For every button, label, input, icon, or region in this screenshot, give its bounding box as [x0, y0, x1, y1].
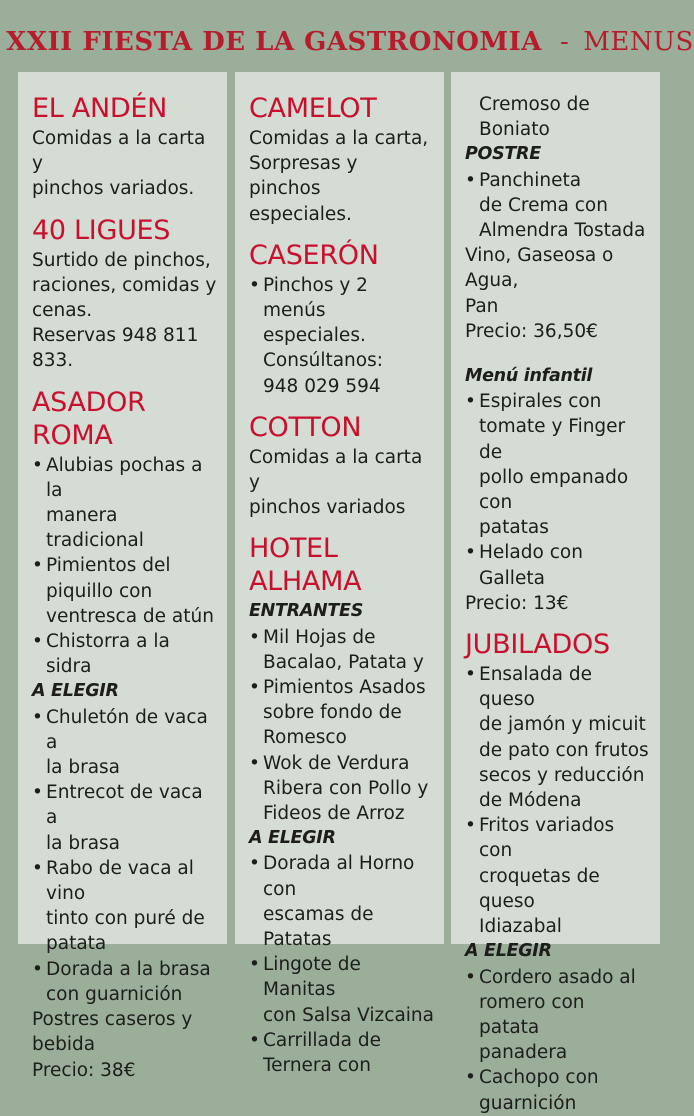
menu-item-line: la brasa — [46, 832, 121, 854]
menu-item-line: piquillo con — [46, 580, 153, 602]
menu-infantil-label: Menú infantil — [465, 366, 593, 387]
spacer — [465, 616, 650, 628]
menu-infantil-price-line: Precio: 13€ — [465, 592, 569, 614]
restaurant-name-hotel-alhama: HOTEL ALHAMA — [249, 533, 362, 598]
menu-item-line: • Chuletón de vaca a — [46, 706, 208, 753]
header-title: XXII FIESTA DE LA GASTRONOMIA — [6, 27, 542, 57]
menu-item-line: Bacalao, Patata y — [263, 651, 424, 673]
hotel-alhama-desserts — [465, 168, 650, 244]
menu-item-line: patatas — [479, 517, 549, 539]
40-ligues-description-line: cenas. — [32, 300, 93, 322]
asador-roma-footer — [32, 1007, 217, 1083]
spacer — [32, 202, 217, 214]
menu-item-line: • Pimientos del — [46, 555, 171, 577]
jubilados-starters — [465, 662, 650, 939]
menu-item — [32, 856, 217, 957]
hotel-alhama-footer-line: Precio: 36,50€ — [465, 320, 598, 342]
hotel-alhama-mains — [249, 851, 434, 1078]
menu-item — [32, 553, 217, 629]
menu-item — [32, 453, 217, 554]
menu-item-line: secos y reducción — [479, 764, 645, 786]
cotton-description-line: pinchos variados — [249, 497, 406, 519]
hotel-alhama-a-elegir: A ELEGIR — [249, 828, 336, 849]
menu-item-line: • Ensalada de queso — [479, 664, 592, 711]
header-section: MENUS — [583, 27, 694, 57]
continued-item: Cremoso de Boniato — [479, 94, 590, 141]
el-anden-description-line: Comidas a la carta y — [32, 128, 206, 175]
menu-item-line: • Wok de Verdura — [263, 752, 410, 774]
menu-item-line: la brasa — [46, 757, 121, 779]
camelot-description — [249, 126, 434, 227]
el-anden-description — [32, 126, 217, 202]
menu-item-line: • Cachopo con — [479, 1067, 599, 1089]
menu-item-line: • Lingote de Manitas — [263, 954, 361, 1001]
menu-item — [465, 540, 650, 590]
menu-item — [249, 675, 434, 751]
hotel-alhama-entrantes: ENTRANTES — [249, 601, 363, 622]
menu-item-line: • Mil Hojas de — [263, 626, 376, 648]
restaurant-name-camelot: CAMELOT — [249, 93, 377, 124]
menu-item-line: sobre fondo de — [263, 702, 402, 724]
menu-item-line: romero con patata — [479, 991, 585, 1038]
restaurant-name-caseron: CASERÓN — [249, 239, 379, 271]
menu-item-line: 948 029 594 — [263, 375, 381, 397]
menu-item-line: patata — [46, 933, 107, 955]
menu-item — [465, 813, 650, 939]
camelot-description-line: Sorpresas y pinchos — [249, 153, 358, 200]
asador-roma-mains — [32, 705, 217, 1007]
menu-item — [465, 1065, 650, 1115]
menu-item-line: guarnición — [479, 1092, 577, 1114]
menu-item-line: • Pinchos y 2 — [263, 274, 368, 296]
asador-roma-footer-line: Postres caseros y — [32, 1009, 193, 1031]
menu-item — [465, 389, 650, 540]
el-anden-description-line: pinchos variados. — [32, 178, 195, 200]
menu-item-line: • Dorada al Horno con — [263, 853, 415, 900]
menu-item-line: • Espirales con — [479, 391, 602, 413]
menu-item-line: panadera — [479, 1042, 568, 1064]
menu-item-line: • Cordero asado al — [479, 966, 636, 988]
jubilados-a-elegir: A ELEGIR — [465, 941, 552, 962]
menu-item-line: tomate y Finger de — [479, 416, 626, 463]
cotton-description-line: Comidas a la carta y — [249, 446, 423, 494]
menu-item-line: tinto con puré de — [46, 908, 205, 930]
menu-item-line: croquetas de queso — [479, 865, 600, 912]
40-ligues-description-line: Surtido de pinchos, — [32, 249, 211, 271]
menu-item-line: • Fritos variados con — [479, 815, 615, 862]
menu-item-line: • Alubias pochas a la — [46, 454, 203, 501]
restaurant-name-cotton: COTTON — [249, 411, 362, 443]
camelot-description-line: especiales. — [249, 203, 352, 225]
restaurant-name-jubilados: JUBILADOS — [465, 629, 610, 661]
menu-item — [32, 957, 217, 1007]
menu-item — [32, 705, 217, 781]
menu-item-line: • Chistorra a la sidra — [46, 631, 170, 678]
menu-infantil-price — [465, 591, 650, 616]
menu-item-line: Almendra Tostada — [479, 220, 646, 242]
menu-item-line: de Crema con — [479, 194, 608, 216]
menu-item-line: Ternera con — [263, 1055, 371, 1077]
restaurant-name-el-anden: EL ANDÉN — [32, 93, 167, 124]
menu-item-line: • Entrecot de vaca a — [46, 782, 203, 829]
menu-item — [32, 629, 217, 679]
menu-item — [249, 952, 434, 1028]
camelot-description-line: Comidas a la carta, — [249, 128, 429, 149]
40-ligues-description-line: raciones, comidas y — [32, 274, 217, 296]
menu-item-line: con guarnición — [46, 983, 183, 1005]
menu-item-line: • Rabo de vaca al vino — [46, 857, 194, 905]
menu-item-line: de Módena — [479, 790, 582, 812]
menu-item-line: Consúltanos: — [263, 350, 383, 372]
asador-roma-a-elegir: A ELEGIR — [32, 681, 119, 702]
menu-item-line: escamas de Patatas — [263, 903, 374, 951]
menu-item-line: con Salsa Vizcaina — [263, 1004, 434, 1026]
menu-item-line: menús especiales. — [263, 300, 366, 347]
column-3 — [451, 72, 660, 1114]
menu-item — [249, 273, 434, 399]
hotel-alhama-footer-line: Pan — [465, 295, 499, 317]
menu-item-line: de pato con frutos — [479, 739, 649, 761]
column-1 — [18, 72, 227, 1081]
menu-item — [249, 625, 434, 675]
menu-item-line: Fideos de Arroz — [263, 803, 405, 825]
menu-item-line: de jamón y micuit — [479, 714, 646, 736]
hotel-alhama-footer-line: Vino, Gaseosa o Agua, — [465, 245, 614, 292]
spacer — [32, 374, 217, 386]
hotel-alhama-footer — [465, 243, 650, 344]
menu-item-line: • Dorada a la brasa — [46, 958, 211, 980]
spacer — [249, 227, 434, 239]
menu-item — [465, 168, 650, 244]
menu-item — [249, 1028, 434, 1078]
menu-item — [32, 780, 217, 856]
menu-item-line: Ribera con Pollo y — [263, 777, 429, 799]
menu-item-line: pollo empanado con — [479, 466, 629, 514]
menu-item — [249, 751, 434, 827]
restaurant-name-asador-roma: ASADOR ROMA — [32, 386, 146, 451]
40-ligues-description — [32, 248, 217, 374]
menu-infantil-items — [465, 389, 650, 591]
menu-item — [465, 662, 650, 813]
menu-item-line: • Pimientos Asados — [263, 677, 426, 699]
menu-item-line: ventresca de atún — [46, 605, 214, 627]
spacer — [465, 356, 650, 364]
header-separator: - — [559, 27, 570, 57]
menu-item-line: Romesco — [263, 727, 347, 749]
restaurant-name-40-ligues: 40 LIGUES — [32, 214, 171, 246]
menu-item — [465, 965, 650, 1066]
menu-item — [249, 851, 434, 952]
menu-item-line: • Carrillada de — [263, 1029, 381, 1051]
40-ligues-description-line: Reservas 948 811 833. — [32, 325, 199, 372]
column-2 — [235, 72, 444, 1077]
page-header — [0, 22, 694, 62]
spacer — [465, 344, 650, 356]
caseron-items — [249, 273, 434, 399]
asador-roma-footer-line: bebida — [32, 1034, 96, 1056]
spacer — [249, 520, 434, 532]
menu-item-line: • Panchineta — [479, 169, 582, 191]
menu-item-line: • Helado con Galleta — [479, 542, 583, 589]
menu-item-line: Idiazabal — [479, 916, 562, 938]
hotel-alhama-starters — [249, 625, 434, 827]
hotel-alhama-postre: POSTRE — [465, 144, 541, 165]
spacer — [249, 399, 434, 411]
asador-roma-footer-line: Precio: 38€ — [32, 1059, 136, 1081]
asador-roma-starters — [32, 453, 217, 680]
menu-item-line: manera tradicional — [46, 505, 144, 552]
cotton-description — [249, 445, 434, 521]
jubilados-mains — [465, 965, 650, 1116]
